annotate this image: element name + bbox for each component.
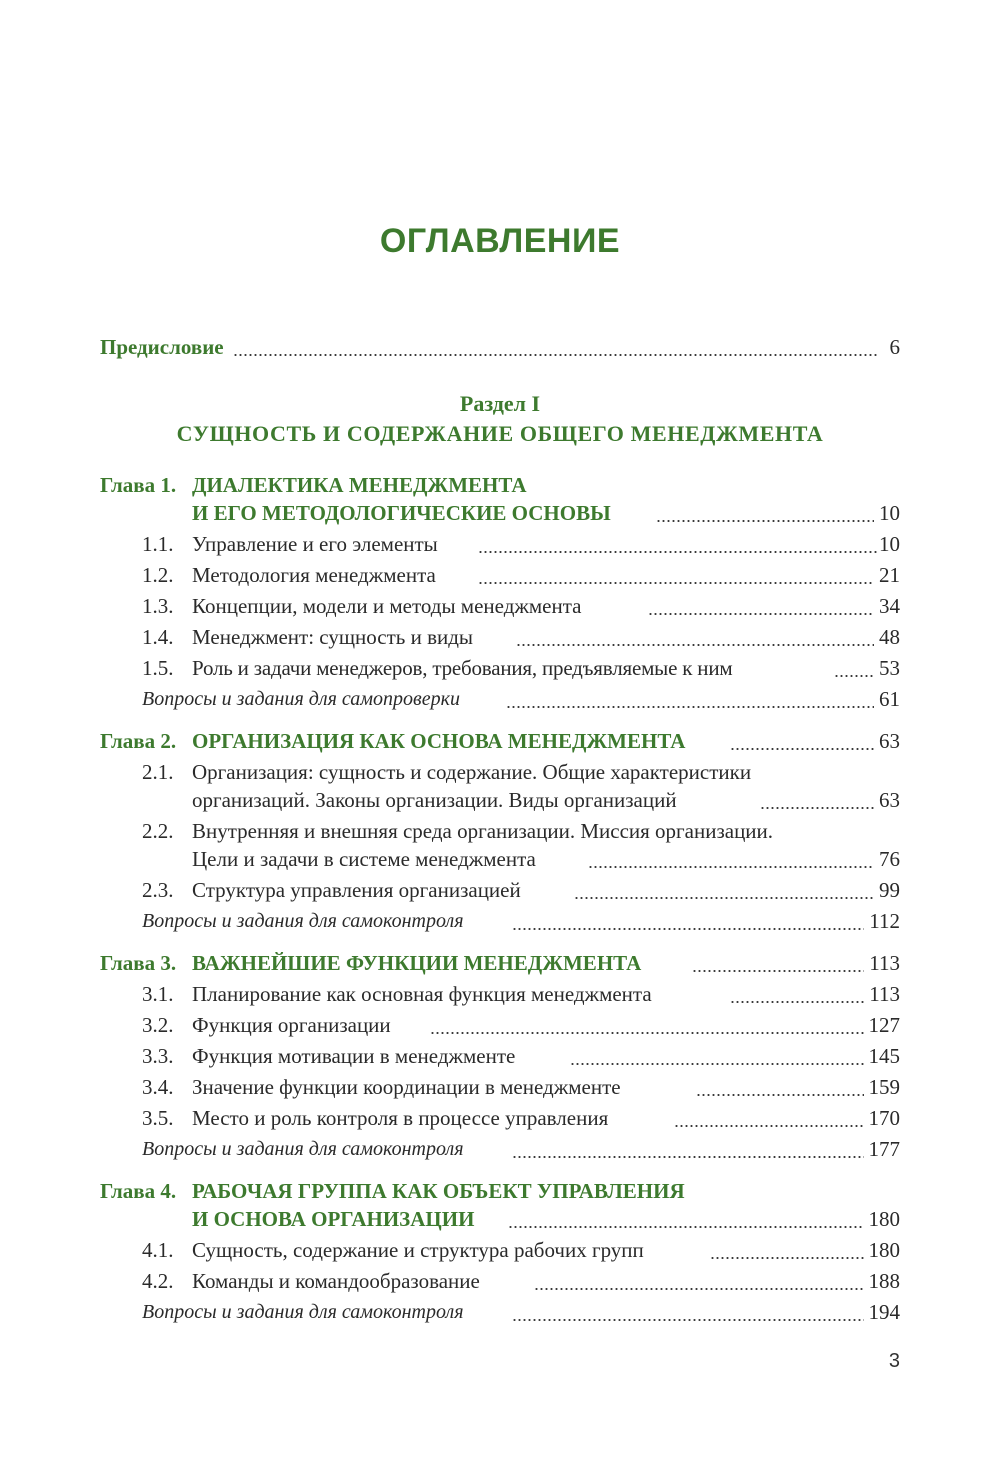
toc-entry[interactable] bbox=[0, 1010, 1000, 1040]
entry-title-line1: Организация: сущность и содержание. Общие характеристики bbox=[192, 760, 752, 784]
dot-leader bbox=[534, 1266, 864, 1296]
toc-entry-questions[interactable] bbox=[0, 906, 1000, 936]
entry-title: Управление и его элементы bbox=[192, 532, 438, 556]
entry-title: Цели и задачи в системе менеджмента bbox=[192, 847, 536, 871]
chapter-heading[interactable] bbox=[0, 1176, 1000, 1206]
entry-number: 4.1. bbox=[142, 1238, 174, 1262]
questions-title: Вопросы и задания для самоконтроля bbox=[142, 910, 464, 932]
entry-number: 2.2. bbox=[142, 819, 174, 843]
page-ref: 63 bbox=[879, 788, 900, 812]
dot-leader bbox=[512, 1297, 864, 1327]
page-ref: 63 bbox=[879, 729, 900, 753]
entry-title: Функция мотивации в менеджменте bbox=[192, 1044, 516, 1068]
chapter-label: Глава 4. bbox=[100, 1179, 177, 1203]
entry-title: Команды и командообразование bbox=[192, 1269, 480, 1293]
entry-number: 1.5. bbox=[142, 656, 174, 680]
preface-label: Предисловие bbox=[100, 335, 224, 359]
entry-title: Менеджмент: сущность и виды bbox=[192, 625, 474, 649]
entry-title: Методология менеджмента bbox=[192, 563, 436, 587]
chapter-heading[interactable] bbox=[0, 948, 1000, 978]
entry-title-line1: Внутренняя и внешняя среда организации. Миссия организации. bbox=[192, 819, 774, 843]
questions-title: Вопросы и задания для самопроверки bbox=[142, 688, 460, 710]
entry-number: 3.2. bbox=[142, 1013, 174, 1037]
section-label: Раздел I bbox=[459, 391, 541, 416]
toc-entry[interactable] bbox=[0, 622, 1000, 652]
entry-title: Структура управления организацией bbox=[192, 878, 521, 902]
page-number: 3 bbox=[888, 1350, 900, 1372]
page-ref: 177 bbox=[868, 1137, 900, 1161]
dot-leader bbox=[512, 1134, 864, 1164]
dot-leader bbox=[233, 332, 878, 362]
dot-leader bbox=[512, 906, 864, 936]
toc-entry[interactable] bbox=[0, 757, 1000, 787]
entry-number: 2.3. bbox=[142, 878, 174, 902]
entry-title: Место и роль контроля в процессе управления bbox=[192, 1106, 609, 1130]
entry-number: 3.5. bbox=[142, 1106, 174, 1130]
toc-entry-preface[interactable] bbox=[0, 332, 1000, 362]
page-ref: 6 bbox=[889, 335, 900, 359]
toc-entry[interactable] bbox=[0, 560, 1000, 590]
entry-number: 1.4. bbox=[142, 625, 174, 649]
dot-leader bbox=[506, 684, 874, 714]
toc-entry-continued[interactable] bbox=[0, 785, 1000, 815]
toc-entry-questions[interactable] bbox=[0, 1297, 1000, 1327]
toc-entry[interactable] bbox=[0, 1103, 1000, 1133]
entry-title: Роль и задачи менеджеров, требования, предъявляемые к ним bbox=[192, 656, 733, 680]
entry-title: Концепции, модели и методы менеджмента bbox=[192, 594, 582, 618]
page-ref: 159 bbox=[868, 1075, 900, 1099]
page-ref: 113 bbox=[869, 951, 900, 975]
entry-number: 3.3. bbox=[142, 1044, 174, 1068]
toc-entry[interactable] bbox=[0, 1235, 1000, 1265]
entry-number: 1.1. bbox=[142, 532, 174, 556]
page-ref: 53 bbox=[879, 656, 900, 680]
entry-number: 1.3. bbox=[142, 594, 174, 618]
page-ref: 180 bbox=[868, 1238, 900, 1262]
entry-number: 1.2. bbox=[142, 563, 174, 587]
entry-number: 2.1. bbox=[142, 760, 174, 784]
chapter-label: Глава 3. bbox=[100, 951, 177, 975]
entry-number: 3.1. bbox=[142, 982, 174, 1006]
dot-leader bbox=[508, 1204, 864, 1234]
dot-leader bbox=[570, 1041, 864, 1071]
page-ref: 112 bbox=[869, 909, 900, 933]
page-ref: 76 bbox=[879, 847, 900, 871]
chapter-heading[interactable] bbox=[0, 470, 1000, 500]
dot-leader bbox=[430, 1010, 864, 1040]
entry-title: Сущность, содержание и структура рабочих групп bbox=[192, 1238, 644, 1262]
entry-number: 3.4. bbox=[142, 1075, 174, 1099]
page-ref: 34 bbox=[879, 594, 900, 618]
page-ref: 194 bbox=[868, 1300, 900, 1324]
questions-title: Вопросы и задания для самоконтроля bbox=[142, 1138, 464, 1160]
chapter-title: ОРГАНИЗАЦИЯ КАК ОСНОВА МЕНЕДЖМЕНТА bbox=[192, 729, 686, 753]
toc-entry-continued[interactable] bbox=[0, 844, 1000, 874]
chapter-heading-continued[interactable] bbox=[0, 498, 1000, 528]
chapter-title: И ЕГО МЕТОДОЛОГИЧЕСКИЕ ОСНОВЫ bbox=[192, 501, 611, 525]
toc-entry[interactable] bbox=[0, 1266, 1000, 1296]
toc-entry-questions[interactable] bbox=[0, 684, 1000, 714]
chapter-title: РАБОЧАЯ ГРУППА КАК ОБЪЕКТ УПРАВЛЕНИЯ bbox=[192, 1179, 685, 1203]
toc-entry[interactable] bbox=[0, 816, 1000, 846]
dot-leader bbox=[574, 875, 874, 905]
toc-entry-questions[interactable] bbox=[0, 1134, 1000, 1164]
dot-leader bbox=[478, 529, 878, 559]
entry-title: организаций. Законы организации. Виды организаций bbox=[192, 788, 677, 812]
page-ref: 10 bbox=[879, 532, 900, 556]
chapter-title: ВАЖНЕЙШИЕ ФУНКЦИИ МЕНЕДЖМЕНТА bbox=[192, 951, 642, 975]
page-ref: 61 bbox=[879, 687, 900, 711]
toc-entry[interactable] bbox=[0, 1072, 1000, 1102]
page-ref: 145 bbox=[868, 1044, 900, 1068]
page-ref: 21 bbox=[879, 563, 900, 587]
chapter-heading[interactable] bbox=[0, 726, 1000, 756]
page-title: ОГЛАВЛЕНИЕ bbox=[379, 222, 621, 260]
dot-leader bbox=[516, 622, 874, 652]
page-ref: 99 bbox=[879, 878, 900, 902]
chapter-label: Глава 1. bbox=[100, 473, 177, 497]
page-ref: 48 bbox=[879, 625, 900, 649]
questions-title: Вопросы и задания для самоконтроля bbox=[142, 1301, 464, 1323]
entry-number: 4.2. bbox=[142, 1269, 174, 1293]
toc-entry[interactable] bbox=[0, 1041, 1000, 1071]
entry-title: Функция организации bbox=[192, 1013, 391, 1037]
chapter-title: ДИАЛЕКТИКА МЕНЕДЖМЕНТА bbox=[192, 473, 527, 497]
toc-entry[interactable] bbox=[0, 875, 1000, 905]
dot-leader bbox=[478, 560, 874, 590]
toc-entry[interactable] bbox=[0, 591, 1000, 621]
page-ref: 188 bbox=[868, 1269, 900, 1293]
section-title: СУЩНОСТЬ И СОДЕРЖАНИЕ ОБЩЕГО МЕНЕДЖМЕНТА bbox=[176, 421, 824, 446]
page-ref: 10 bbox=[879, 501, 900, 525]
entry-title: Значение функции координации в менеджменте bbox=[192, 1075, 621, 1099]
toc-entry[interactable] bbox=[0, 529, 1000, 559]
toc-entry[interactable] bbox=[0, 979, 1000, 1009]
page-ref: 170 bbox=[868, 1106, 900, 1130]
chapter-heading-continued[interactable] bbox=[0, 1204, 1000, 1234]
toc-entry[interactable] bbox=[0, 653, 1000, 683]
entry-title: Планирование как основная функция менеджмента bbox=[192, 982, 652, 1006]
page-ref: 180 bbox=[868, 1207, 900, 1231]
chapter-label: Глава 2. bbox=[100, 729, 177, 753]
page-ref: 113 bbox=[869, 982, 900, 1006]
chapter-title: И ОСНОВА ОРГАНИЗАЦИИ bbox=[192, 1207, 475, 1231]
page-ref: 127 bbox=[868, 1013, 900, 1037]
